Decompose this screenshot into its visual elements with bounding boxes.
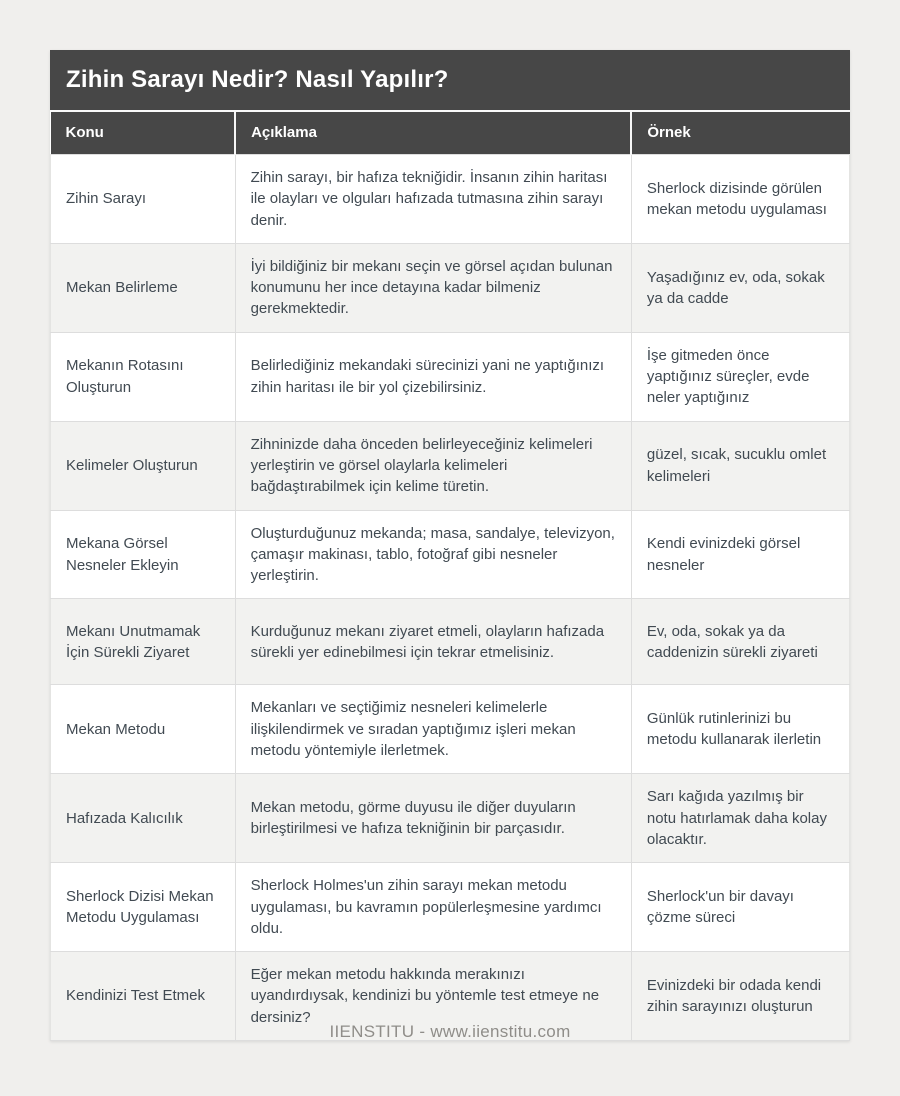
description-cell: Kurduğunuz mekanı ziyaret etmeli, olayların hafızada sürekli yer edinebilmesi için tekrar etmelisiniz. bbox=[235, 599, 631, 685]
description-cell: İyi bildiğiniz bir mekanı seçin ve görsel açıdan bulunan konumunu her ince detayına kadar bilmeniz gerekmektedir. bbox=[235, 243, 631, 332]
topic-cell: Zihin Sarayı bbox=[51, 155, 236, 244]
table-row bbox=[51, 774, 850, 863]
description-cell: Zihin sarayı, bir hafıza tekniğidir. İnsanın zihin haritası ile olayları ve olguları hafızada tutmasına zihin sarayı denir. bbox=[235, 155, 631, 244]
topic-cell: Hafızada Kalıcılık bbox=[51, 774, 236, 863]
table-row bbox=[51, 685, 850, 774]
example-cell: Ev, oda, sokak ya da caddenizin sürekli ziyareti bbox=[631, 599, 849, 685]
description-cell: Sherlock Holmes'un zihin sarayı mekan metodu uygulaması, bu kavramın popülerleşmesine yardımcı oldu. bbox=[235, 863, 631, 952]
footer-credit: IIENSTITU - www.iienstitu.com bbox=[329, 1022, 571, 1041]
topic-cell: Kendinizi Test Etmek bbox=[51, 952, 236, 1041]
example-cell: Sarı kağıda yazılmış bir notu hatırlamak daha kolay olacaktır. bbox=[631, 774, 849, 863]
topic-cell: Mekana Görsel Nesneler Ekleyin bbox=[51, 510, 236, 599]
table-row bbox=[51, 243, 850, 332]
example-cell: Günlük rutinlerinizi bu metodu kullanarak ilerletin bbox=[631, 685, 849, 774]
table-row bbox=[51, 421, 850, 510]
example-cell: Sherlock dizisinde görülen mekan metodu uygulaması bbox=[631, 155, 849, 244]
description-cell: Mekan metodu, görme duyusu ile diğer duyuların birleştirilmesi ve hafıza tekniğinin bir parçasıdır. bbox=[235, 774, 631, 863]
example-cell: Yaşadığınız ev, oda, sokak ya da cadde bbox=[631, 243, 849, 332]
topic-cell: Mekanın Rotasını Oluşturun bbox=[51, 332, 236, 421]
description-cell: Mekanları ve seçtiğimiz nesneleri kelimelerle ilişkilendirmek ve sıradan yaptığımız işleri mekan metodu yöntemiyle ilerletmek. bbox=[235, 685, 631, 774]
topic-cell: Mekan Belirleme bbox=[51, 243, 236, 332]
example-cell: güzel, sıcak, sucuklu omlet kelimeleri bbox=[631, 421, 849, 510]
description-cell: Belirlediğiniz mekandaki sürecinizi yani ne yaptığınızı zihin haritası ile bir yol çizebilirsiniz. bbox=[235, 332, 631, 421]
example-cell: Evinizdeki bir odada kendi zihin sarayınızı oluşturun bbox=[631, 952, 849, 1041]
page-title: Zihin Sarayı Nedir? Nasıl Yapılır? bbox=[50, 50, 850, 112]
header-row bbox=[51, 112, 850, 155]
table-row bbox=[51, 332, 850, 421]
description-cell: Zihninizde daha önceden belirleyeceğiniz kelimeleri yerleştirin ve görsel olaylarla kelimeleri bağdaştırabilmek için kelime türetin. bbox=[235, 421, 631, 510]
topic-cell: Mekan Metodu bbox=[51, 685, 236, 774]
example-cell: Sherlock'un bir davayı çözme süreci bbox=[631, 863, 849, 952]
table-row bbox=[51, 863, 850, 952]
column-header-ornek: Örnek bbox=[631, 112, 849, 155]
topic-cell: Mekanı Unutmamak İçin Sürekli Ziyaret bbox=[51, 599, 236, 685]
column-header-aciklama: Açıklama bbox=[235, 112, 631, 155]
example-cell: Kendi evinizdeki görsel nesneler bbox=[631, 510, 849, 599]
example-cell: İşe gitmeden önce yaptığınız süreçler, evde neler yaptığınız bbox=[631, 332, 849, 421]
table-row bbox=[51, 155, 850, 244]
info-card bbox=[50, 50, 850, 1041]
mind-palace-table bbox=[50, 112, 850, 1041]
table-header bbox=[51, 112, 850, 155]
topic-cell: Kelimeler Oluşturun bbox=[51, 421, 236, 510]
topic-cell: Sherlock Dizisi Mekan Metodu Uygulaması bbox=[51, 863, 236, 952]
column-header-konu: Konu bbox=[51, 112, 236, 155]
table-row bbox=[51, 510, 850, 599]
description-cell: Eğer mekan metodu hakkında merakınızı uyandırdıysak, kendinizi bu yöntemle test etmeye ne dersiniz? bbox=[235, 952, 631, 1041]
table-row bbox=[51, 599, 850, 685]
table-body bbox=[51, 155, 850, 1041]
description-cell: Oluşturduğunuz mekanda; masa, sandalye, televizyon, çamaşır makinası, tablo, fotoğraf gibi nesneler yerleştirin. bbox=[235, 510, 631, 599]
